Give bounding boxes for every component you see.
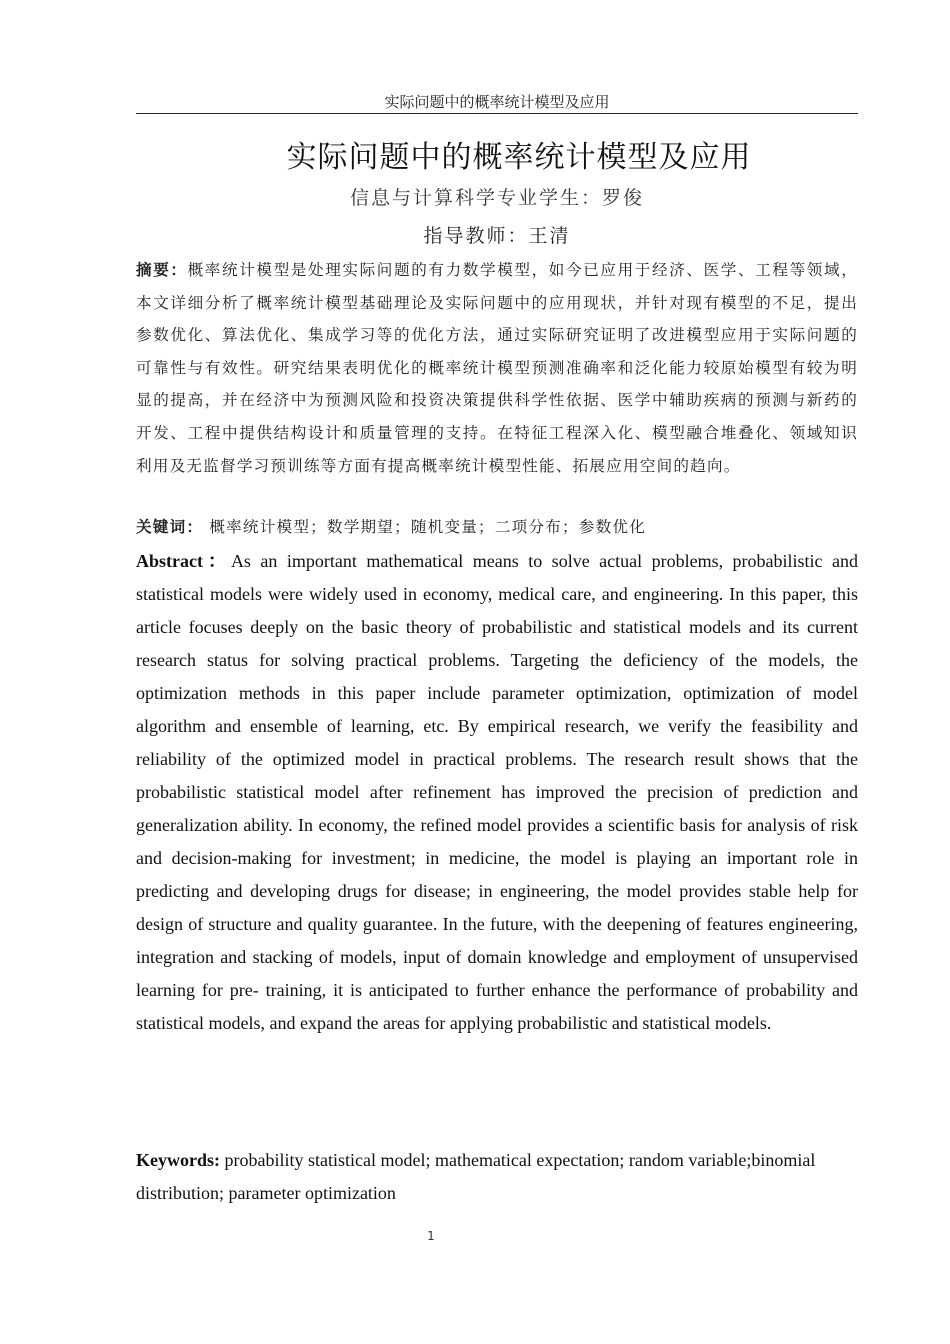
english-keywords-text: probability statistical model; mathematical expectation; random variable;binomial distribution; parameter optimization xyxy=(136,1150,816,1203)
english-abstract-text: As an important mathematical means to solve actual problems, probabilistic and statistical models were widely used in economy, medical care, and engineering. In this paper, this article focuses deeply on the basic theory of probabilistic and statistical models and its current research status for solving practical problems. Targeting the deficiency of the models, the optimization methods in this paper include parameter optimization, optimization of model algorithm and ensemble of learning, etc. By empirical research, we verify the feasibility and reliability of the optimized model in practical problems. The research result shows that the probabilistic statistical model after refinement has improved the precision of prediction and generalization ability. In economy, the refined model provides a scientific basis for analysis of risk and decision-making for investment; in medicine, the model is playing an important role in predicting and developing drugs for disease; in engineering, the model provides stable help for design of structure and quality guarantee. In the future, with the deepening of features engineering, integration and stacking of models, input of domain knowledge and employment of unsupervised learning for pre- training, it is anticipated to further enhance the performance of probability and statistical models, and expand the areas for applying probabilistic and statistical models. xyxy=(136,551,858,1033)
english-abstract-label: Abstract： xyxy=(136,551,231,571)
chinese-keywords-text: 概率统计模型；数学期望；随机变量；二项分布；参数优化 xyxy=(203,518,646,536)
chinese-keywords-label: 关键词： xyxy=(136,517,204,536)
running-header: 实际问题中的概率统计模型及应用 xyxy=(384,93,610,111)
chinese-abstract-text: 概率统计模型是处理实际问题的有力数学模型，如今已应用于经济、医学、工程等领域，本文详细分析了概率统计模型基础理论及实际问题中的应用现状，并针对现有模型的不足，提出参数优化、算法优化、集成学习等的优化方法，通过实际研究证明了改进模型应用于实际问题的可靠性与有效性。研究结果表明优化的概率统计模型预测准确率和泛化能力较原始模型有较为明显的提高，并在经济中为预测风险和投资决策提供科学性依据、医学中辅助疾病的预测与新药的开发、工程中提供结构设计和质量管理的支持。在特征工程深入化、模型融合堆叠化、领域知识利用及无监督学习预训练等方面有提高概率统计模型性能、拓展应用空间的趋向。 xyxy=(136,261,858,475)
english-abstract xyxy=(136,545,858,1040)
english-keywords xyxy=(136,1144,858,1210)
chinese-keywords xyxy=(136,513,858,541)
english-keywords-label: Keywords: xyxy=(136,1150,220,1170)
chinese-abstract-label: 摘要： xyxy=(136,260,188,279)
advisor-line: 指导教师：王清 xyxy=(423,225,571,247)
chinese-abstract xyxy=(136,254,858,482)
author-line: 信息与计算科学专业学生：罗俊 xyxy=(349,187,644,209)
paper-title: 实际问题中的概率统计模型及应用 xyxy=(286,140,752,175)
header-divider xyxy=(136,113,858,114)
page-number: 1 xyxy=(427,1229,435,1243)
